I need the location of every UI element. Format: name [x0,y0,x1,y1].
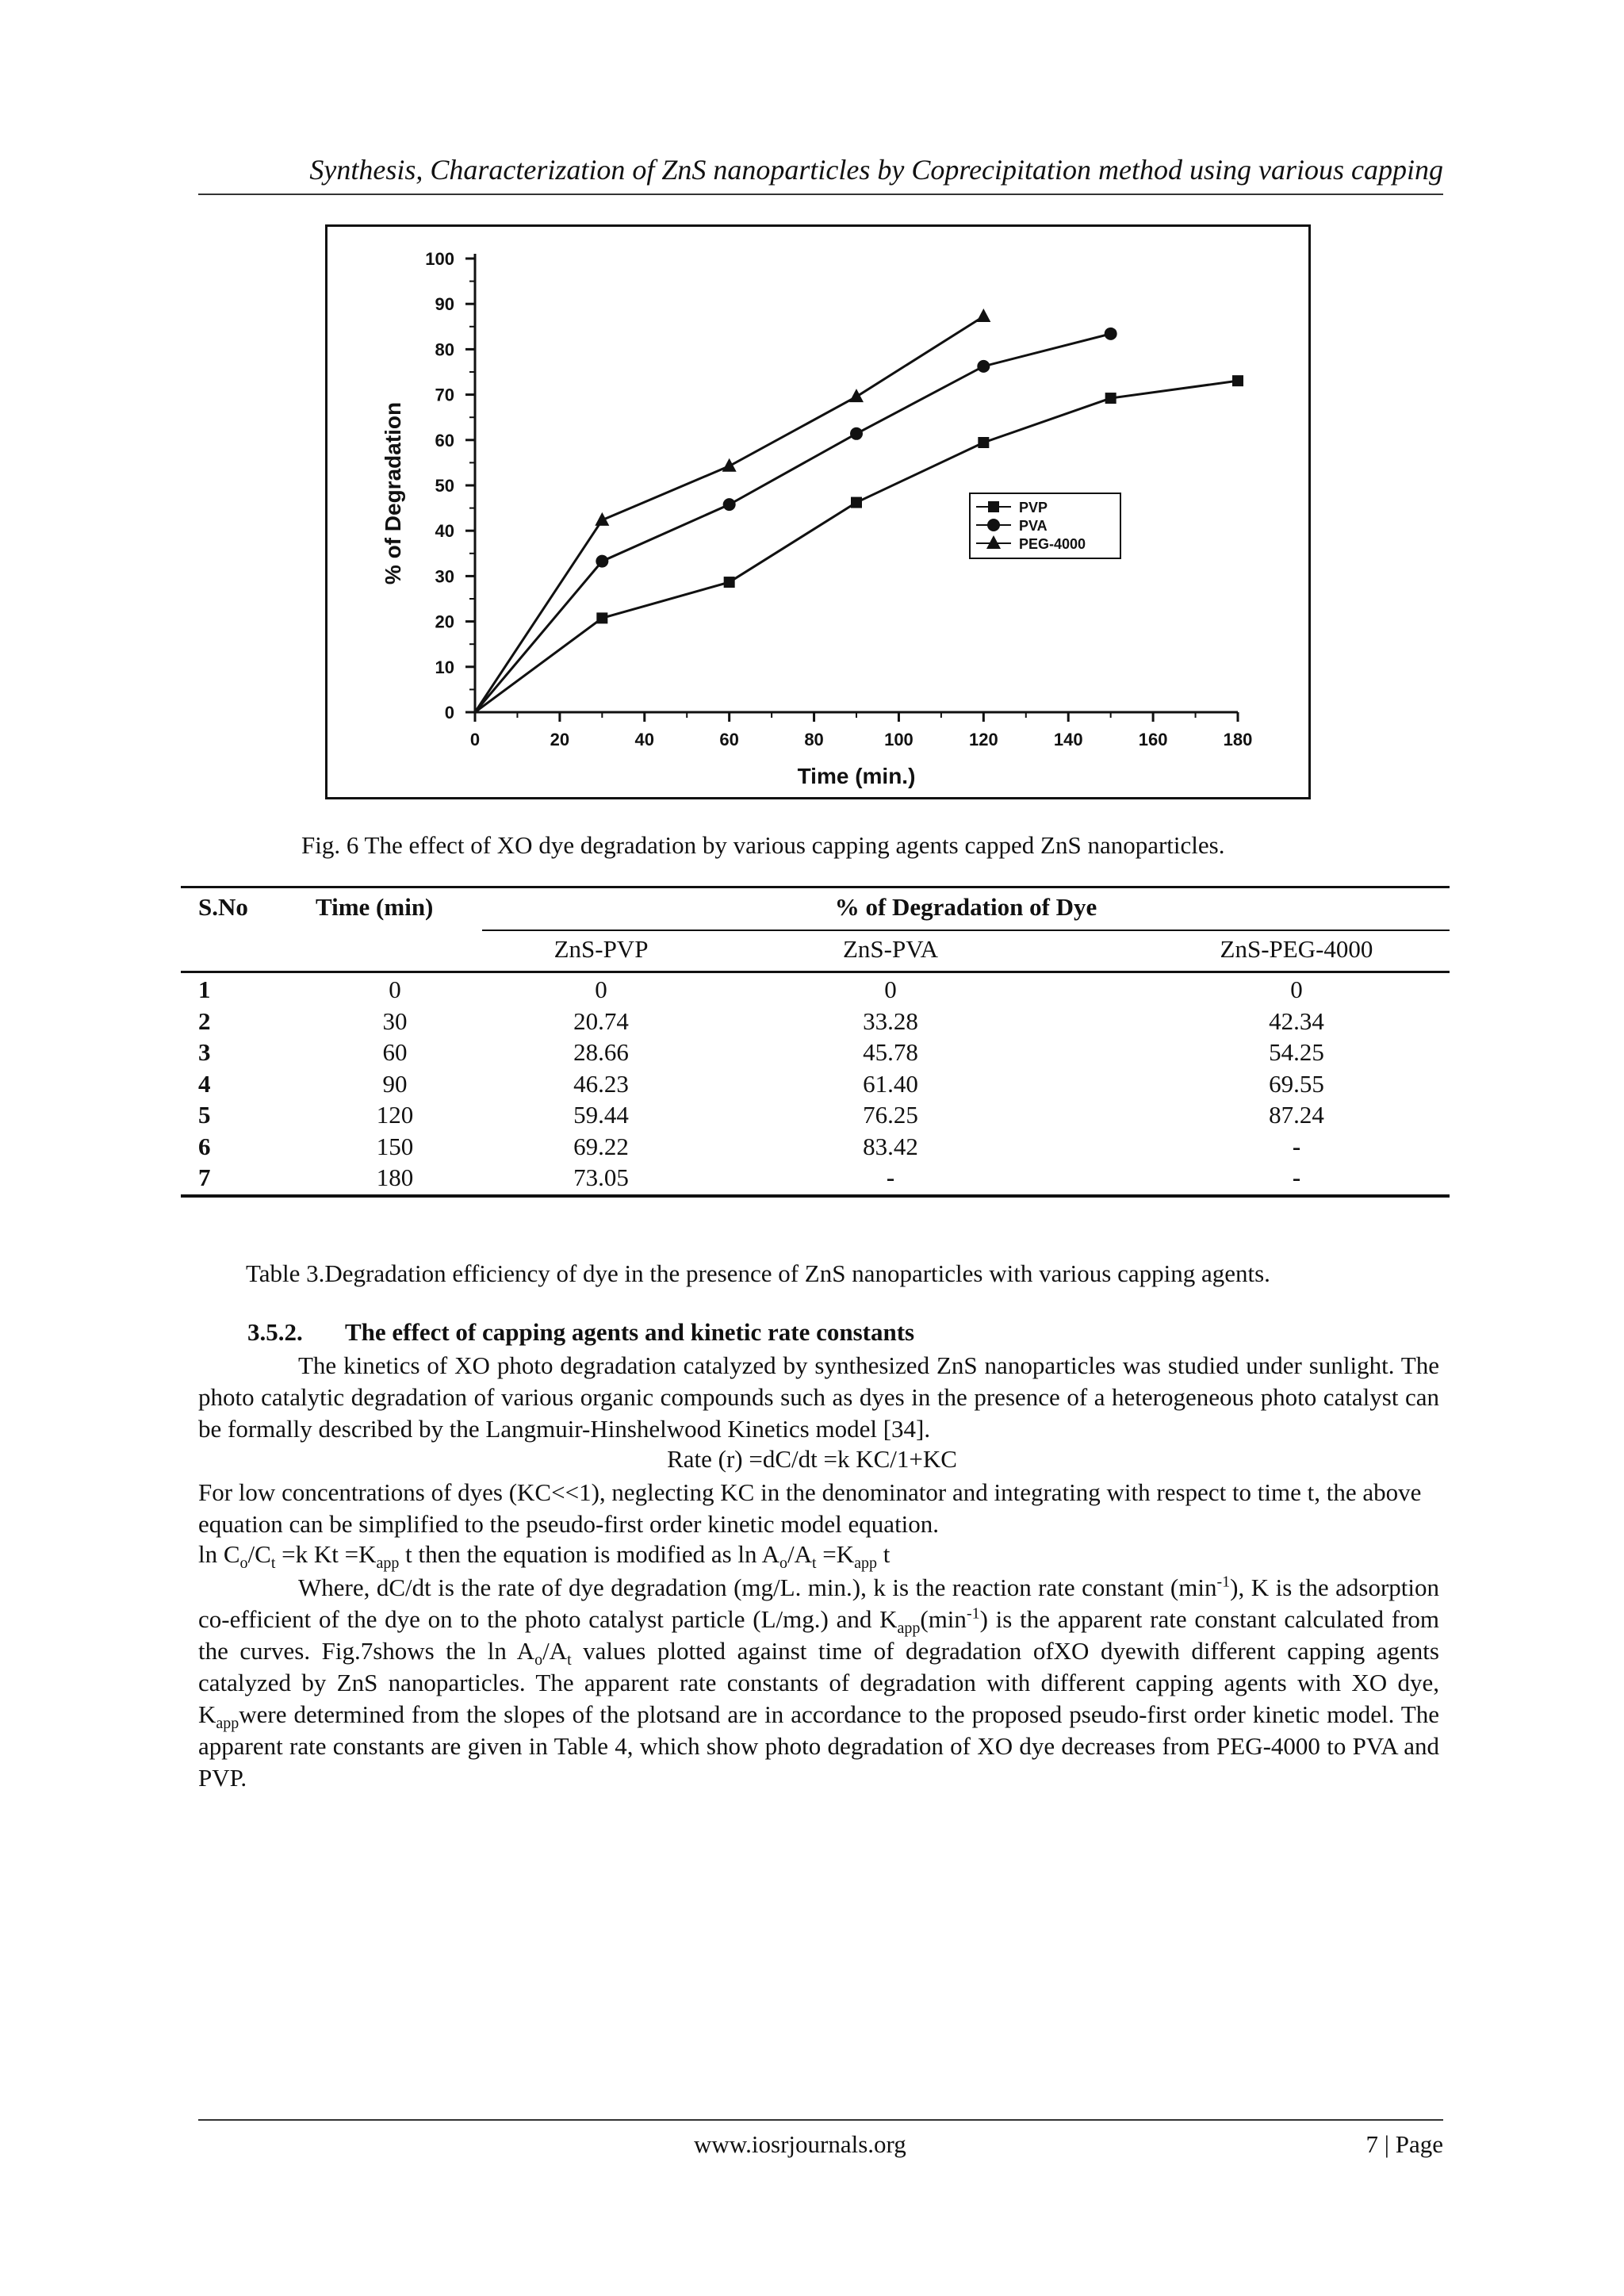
th-degradation-group: % of Degradation of Dye [834,893,1097,921]
table-cell-r4-c1: 4 [198,1069,211,1098]
x-tick-label-140: 140 [1053,730,1083,749]
table-group-rule [482,930,1450,931]
y-tick-label-100: 100 [425,249,454,269]
table-cell-r1-c2: 0 [389,976,401,1003]
point-pva-150 [1105,328,1117,340]
table-cell-r4-c3: 46.23 [573,1069,629,1098]
table-cell-r2-c4: 33.28 [863,1006,918,1035]
table-cell-r5-c4: 76.25 [863,1101,918,1129]
footer-page-number: 7 | Page [1365,2130,1443,2158]
x-tick-label-20: 20 [550,730,570,749]
footer-url[interactable]: www.iosrjournals.org [694,2130,906,2158]
x-tick-label-60: 60 [719,730,739,749]
y-tick-label-20: 20 [435,611,454,632]
table-cell-r7-c1: 7 [198,1163,211,1191]
point-peg-4000-90 [849,389,864,402]
table-cell-r4-c2: 90 [382,1069,408,1098]
table-cell-r6-c2: 150 [376,1132,414,1160]
footer-rule [198,2119,1443,2121]
legend-label-pva: PVA [1019,518,1048,534]
point-pvp-120 [978,437,989,448]
y-tick-label-10: 10 [435,657,454,677]
section-number: 3.5.2. [247,1318,303,1346]
legend-label-peg-4000: PEG-4000 [1019,536,1086,552]
point-pvp-60 [724,577,735,588]
table-cell-r3-c3: 28.66 [573,1038,629,1066]
y-tick-label-50: 50 [435,476,454,496]
table-cell-r5-c2: 120 [376,1101,414,1129]
table-cell-r2-c5: 42.34 [1269,1006,1324,1035]
x-axis-label: Time (min.) [797,764,916,788]
y-axis-label: % of Degradation [381,401,405,585]
table-cell-r7-c2: 180 [376,1163,414,1191]
table-cell-r1-c1: 1 [198,976,211,1003]
table-cell-r1-c4: 0 [884,976,897,1003]
legend-marker-pvp [988,501,999,512]
table-cell-r3-c5: 54.25 [1269,1038,1324,1066]
legend-marker-pva [987,519,1000,531]
th-zns-peg: ZnS-PEG-4000 [1220,935,1373,963]
x-tick-label-100: 100 [884,730,914,749]
series-line-pva [475,334,1111,712]
table-cell-r6-c3: 69.22 [573,1132,629,1160]
table-cell-r6-c4: 83.42 [863,1132,918,1160]
table-cell-r2-c3: 20.74 [573,1006,629,1035]
table-cell-r2-c2: 30 [382,1006,408,1035]
degradation-line-chart [327,227,1308,797]
th-zns-pvp: ZnS-PVP [553,935,649,963]
section-heading [247,1318,914,1347]
x-tick-label-160: 160 [1138,730,1168,749]
table-cell-r3-c1: 3 [198,1038,211,1066]
kinetic-equation: $\ln C_o/C_t =k$ $Kt =K_{app}$ t then the equation is modified as $\ln A_o/A_t =K_{app}$ t [198,1540,891,1573]
table-cell-r7-c5: - [1292,1163,1301,1191]
y-tick-label-70: 70 [435,385,454,405]
table-cell-r6-c5: - [1292,1132,1301,1160]
header-rule [198,194,1443,195]
table-cell-r5-c3: 59.44 [573,1101,629,1129]
y-tick-label-40: 40 [435,521,454,542]
table-header-rule [181,971,1450,973]
table-cell-r5-c5: 87.24 [1269,1101,1324,1129]
y-tick-label-30: 30 [435,566,454,587]
point-pvp-180 [1232,375,1243,386]
x-tick-label-120: 120 [968,730,998,749]
table-cell-r5-c1: 5 [198,1101,211,1129]
table-cell-r7-c4: - [886,1163,895,1191]
x-tick-label-80: 80 [804,730,824,749]
legend-marker-peg-4000 [986,535,1001,549]
running-title: Synthesis, Characterization of ZnS nanoparticles by Coprecipitation method using various capping [309,154,1443,186]
section-title: The effect of capping agents and kinetic rate constants [345,1318,915,1346]
y-tick-label-90: 90 [435,294,454,315]
point-pvp-90 [851,497,862,508]
table-cell-r2-c1: 2 [198,1006,211,1035]
rate-equation: Rate (r) =dC/dt =k KC/1+KC [667,1445,957,1473]
figure-6-chart [325,224,1311,799]
point-pva-90 [850,427,863,440]
paragraph-intro: The kinetics of XO photo degradation catalyzed by synthesized ZnS nanoparticles was studied under sunlight. The photo catalytic degradation of various organic compounds such as dyes in the presence of a heterogeneous photo catalyst can be formally described by the Langmuir-Hinshelwood Kinetics model [34]. [198,1351,1439,1443]
point-pvp-150 [1105,393,1116,404]
table-caption: Table 3.Degradation efficiency of dye in the presence of ZnS nanoparticles with various capping agents. [246,1259,1270,1287]
figure-caption: Fig. 6 The effect of XO dye degradation by various capping agents capped ZnS nanoparticles. [301,831,1225,859]
table-cell-r6-c1: 6 [198,1132,211,1160]
point-pva-30 [596,555,608,568]
table-top-rule [181,886,1450,888]
point-pvp-30 [596,612,607,623]
table-cell-r3-c4: 45.78 [863,1038,918,1066]
legend-label-pvp: PVP [1019,500,1048,516]
paragraph-where: Where, dC/dt is the rate of dye degradation (mg/L. min.), k is the reaction rate constant $(\min^{-1})$, K is the adsorption co-efficient of the dye on to the photo catalyst particle (L/mg.) and $K_{app}(\min^{-1})$ is the apparent rate constant calculated from the curves. Fig.7shows the $\ln A_o/A_t$ values plotted against time of degradation ofXO dyewith different capping agents catalyzed by ZnS nanoparticles. The apparent rate constants of degradation with different capping agents with XO dye, $K_{app}were$ determined from the slopes of the plotsand are in accordance to the proposed pseudo-first order kinetic model. The apparent rate constants are given in Table 4, which show photo degradation of XO dye decreases from PEG-4000 to PVA and PVP. [198,1573,1439,1792]
th-sno: S.No [198,893,248,921]
point-pva-120 [977,360,990,373]
x-tick-label-40: 40 [634,730,655,749]
table-cell-r3-c2: 60 [382,1038,408,1066]
series-line-peg-4000 [475,316,983,712]
th-zns-pva: ZnS-PVA [842,935,939,963]
table-cell-r4-c4: 61.40 [863,1069,918,1098]
table-bottom-rule [181,1194,1450,1198]
point-peg-4000-60 [722,458,737,472]
table-cell-r1-c5: 0 [1290,976,1303,1003]
x-tick-label-180: 180 [1223,730,1253,749]
table-cell-r4-c5: 69.55 [1269,1069,1324,1098]
point-peg-4000-120 [976,309,990,322]
table-cell-r7-c3: 73.05 [573,1163,629,1191]
point-pva-60 [723,498,736,511]
paragraph-low-conc: For low concentrations of dyes (KC<<1), neglecting KC in the denominator and integrating with respect to time t, the above equation can be simplified to the pseudo-first order kinetic model equation. [198,1478,1422,1538]
y-tick-label-80: 80 [435,339,454,360]
th-time: Time (min) [316,893,434,921]
y-tick-label-0: 0 [444,703,454,723]
x-tick-label-0: 0 [469,730,481,749]
y-tick-label-60: 60 [435,430,454,450]
table-cell-r1-c3: 0 [595,976,607,1003]
